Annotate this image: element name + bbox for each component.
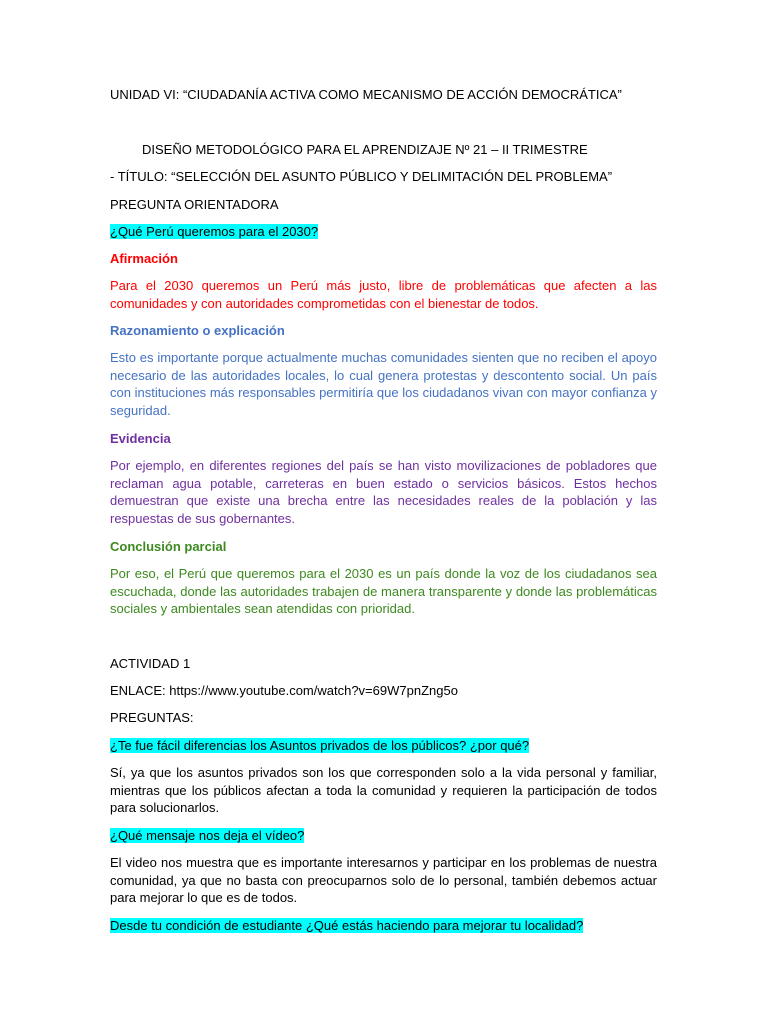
question-1-text: ¿Te fue fácil diferencias los Asuntos privados de los públicos? ¿por qué?	[110, 738, 530, 753]
reasoning-text: Esto es importante porque actualmente muchas comunidades sienten que no reciben el apoyo necesario de las autoridades locales, lo cual genera protestas y descontento social. Un país con instituciones más responsables permitiría que los ciudadanos vivan con mayor confianza y seguridad.	[110, 350, 657, 418]
reasoning-heading: Razonamiento o explicación	[110, 323, 285, 338]
affirmation-text: Para el 2030 queremos un Perú más justo, libre de problemáticas que afecten a las comunidades y con autoridades comprometidas con el bienestar de todos.	[110, 278, 657, 311]
affirmation-heading: Afirmación	[110, 251, 178, 266]
topic-title: - TÍTULO: “SELECCIÓN DEL ASUNTO PÚBLICO Y DELIMITACIÓN DEL PROBLEMA”	[110, 169, 613, 184]
design-title: DISEÑO METODOLÓGICO PARA EL APRENDIZAJE Nº 21 – II TRIMESTRE	[142, 142, 588, 157]
guiding-question-label: PREGUNTA ORIENTADORA	[110, 197, 279, 212]
evidence-heading: Evidencia	[110, 431, 171, 446]
activity-title: ACTIVIDAD 1	[110, 656, 191, 671]
answer-2: El video nos muestra que es importante interesarnos y participar en los problemas de nuestra comunidad, ya que no basta con preocuparnos solo de lo personal, también debemos actuar para mejorar lo que es de todos.	[110, 855, 657, 906]
guiding-question	[110, 223, 657, 241]
conclusion-heading: Conclusión parcial	[110, 539, 227, 554]
unit-title: UNIDAD VI: “CIUDADANÍA ACTIVA COMO MECANISMO DE ACCIÓN DEMOCRÁTICA”	[110, 87, 622, 102]
questions-label: PREGUNTAS:	[110, 710, 194, 725]
video-link[interactable]: ENLACE: https://www.youtube.com/watch?v=69W7pnZng5o	[110, 683, 458, 698]
question-2	[110, 827, 657, 845]
question-3-text: Desde tu condición de estudiante ¿Qué estás haciendo para mejorar tu localidad?	[110, 918, 584, 933]
question-3	[110, 917, 657, 935]
question-2-text: ¿Qué mensaje nos deja el vídeo?	[110, 828, 305, 843]
answer-1: Sí, ya que los asuntos privados son los que corresponden solo a la vida personal y familiar, mientras que los públicos afectan a toda la comunidad y requieren la participación de todos para solucionarlos.	[110, 765, 657, 816]
question-1	[110, 737, 657, 755]
evidence-text: Por ejemplo, en diferentes regiones del país se han visto movilizaciones de pobladores que reclaman agua potable, carreteras en buen estado o servicios básicos. Estos hechos demuestran que existe una brecha entre las necesidades reales de la población y las respuestas de sus gobernantes.	[110, 458, 657, 526]
conclusion-text: Por eso, el Perú que queremos para el 2030 es un país donde la voz de los ciudadanos sea escuchada, donde las autoridades trabajen de manera transparente y donde las problemáticas sociales y ambientales sean atendidas con prioridad.	[110, 566, 657, 617]
guiding-question-text: ¿Qué Perú queremos para el 2030?	[110, 224, 319, 239]
